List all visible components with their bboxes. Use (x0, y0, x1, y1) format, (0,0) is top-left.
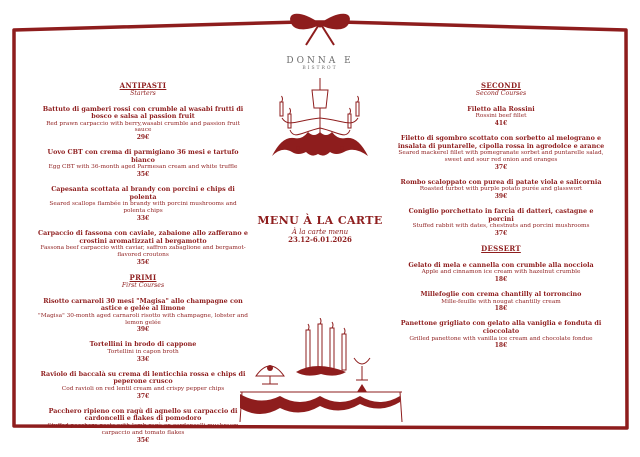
menu-item-name: Tortellini in brodo di cappone (89, 340, 197, 349)
menu-item (397, 320, 605, 349)
brand-subtitle: BISTROT (302, 66, 338, 71)
section-title: ANTIPASTI (119, 81, 167, 90)
menu-item-description: Grilled panettone with vanilla ice cream and chocolate fondue (409, 335, 593, 342)
menu-item (38, 371, 248, 400)
menu-item-name: Risotto carnaroli 30 mesi "Magisa" allo champagne con astice e gelée al limone (43, 296, 243, 313)
section-title: DESSERT (481, 244, 521, 254)
menu-item-price: 35€ (136, 258, 150, 266)
menu-item-name: Gelato di mela e cannella con crumble alla nocciola (408, 260, 594, 269)
section-subtitle: Second Courses (475, 90, 527, 98)
dinner-table-icon (236, 318, 406, 422)
section-subtitle: Starters (130, 90, 156, 98)
menu-title: MENU À LA CARTE (257, 214, 383, 227)
menu-item-description: Stuffed rabbit with dates, chestnuts and porcini mushrooms (412, 223, 590, 230)
menu-item-name: Coniglio porchettato in farcia di datteri, castagne e porcini (408, 207, 594, 223)
right-column (397, 82, 605, 357)
menu-item-name: Filetto di sgombro scottato con sorbetto al melograno e insalata di puntarelle, cipolla rossa in agrodolce e arance (397, 134, 605, 150)
menu-item-description: Red prawn carpaccio with berry,wasabi crumble and passion fruit sauce (46, 120, 240, 134)
menu-item-price: 35€ (136, 171, 150, 179)
menu-item-price: 41€ (494, 119, 508, 127)
menu-dates: 23.12-6.01.2026 (288, 235, 352, 245)
menu-item (397, 106, 605, 127)
menu-item-description: Seared scallops flambée in brandy with porcini mushrooms and polenta chips (49, 201, 237, 215)
menu-item-name: Carpaccio di fassona con caviale, zabaione allo zafferano e crostini aromatizzati al bergamotto (38, 229, 248, 245)
menu-item-description: Egg CBT with 36-month aged Parmesan cream and white truffle (48, 164, 238, 171)
menu-item (397, 291, 605, 312)
menu-item-price: 33€ (136, 355, 150, 363)
menu-item-name: Filetto alla Rossini (467, 104, 535, 113)
left-column (38, 82, 248, 452)
menu-item-name: Capesanta scottata al brandy con porcini e chips di polenta (51, 185, 235, 201)
menu-item-price: 18€ (494, 275, 508, 283)
menu-subtitle: À la carte menu (291, 227, 349, 236)
section-title: PRIMI (129, 273, 157, 283)
menu-item-name: Millefoglie con crema chantilly al torroncino (420, 290, 582, 298)
menu-item-description: "Magisa" 30-month aged carnaroli risotto with champagne, lobster and lemon gelée (38, 312, 248, 326)
menu-item-price: 39€ (136, 326, 150, 334)
chandelier-icon (268, 78, 372, 172)
menu-item-name: Rombo scaloppato con purea di patate viola e salicornia (400, 177, 602, 186)
menu-item-price: 29€ (136, 134, 150, 142)
menu-item-description: Apple and cinnamon ice cream with hazelnut crumble (421, 269, 581, 276)
menu-item (38, 186, 248, 222)
menu-item (38, 149, 248, 178)
menu-item-name: Raviolo di baccalà su crema di lenticchia rossa e chips di peperone crusco (40, 369, 246, 386)
menu-item-price: 35€ (136, 436, 150, 444)
menu-item-price: 18€ (494, 305, 508, 313)
menu-item (38, 408, 248, 444)
menu-item (397, 135, 605, 171)
menu-item (38, 106, 248, 142)
menu-item-description: Fassona beef carpaccio with caviar, saffron zabaglione and bergamot-flavored croutons (40, 245, 246, 259)
menu-item-price: 18€ (494, 342, 508, 350)
menu-item-price: 39€ (494, 193, 508, 201)
menu-item (397, 262, 605, 283)
menu-item-name: Panettone grigliato con gelato alla vaniglia e fonduta di cioccolato (400, 319, 602, 335)
menu-item (38, 341, 248, 362)
restaurant-logo (280, 56, 360, 71)
menu-item-description: Seared mackerel fillet with pomegranate sorbet and puntarelle salad, sweet and sour red onion and oranges (398, 150, 604, 163)
menu-item-name: Battuto di gamberi rossi con crumble al wasabi frutti di bosco e salsa al passion fruit (42, 104, 244, 121)
menu-item-description: Mille-feuille with nougat chantilly cream (441, 298, 561, 305)
menu-item-price: 33€ (136, 215, 150, 223)
menu-item-description: Stuffed pacchero pasta with lamb ragù on cardoncelli mushroom carpaccio and tomato flakes (47, 422, 239, 436)
menu-item (397, 179, 605, 200)
menu-item-description: Tortellini in capon broth (107, 348, 179, 355)
menu-item-price: 37€ (136, 392, 150, 400)
menu-item-description: Rossini beef fillet (475, 113, 527, 120)
section-subtitle: First Courses (121, 282, 165, 290)
menu-item-price: 37€ (494, 163, 508, 171)
menu-item-name: Pacchero ripieno con ragù di agnello su carpaccio di cardoncelli e flakes di pomodoro (48, 406, 238, 423)
section-title: SECONDI (481, 81, 521, 90)
ribbon-bow-icon (291, 14, 350, 45)
menu-item-description: Cod ravioli on red lentil cream and crispy pepper chips (61, 385, 225, 392)
menu-item (38, 230, 248, 266)
menu-item-description: Roasted turbot with purple potato purée and glasswort (419, 186, 583, 193)
brand-name: DONNA E (286, 56, 354, 66)
menu-heading (250, 215, 390, 244)
menu-item-name: Uovo CBT con crema di parmigiano 36 mesi e tartufo bianco (47, 148, 239, 164)
menu-item (397, 208, 605, 237)
menu-item (38, 298, 248, 334)
menu-item-price: 37€ (494, 230, 508, 238)
